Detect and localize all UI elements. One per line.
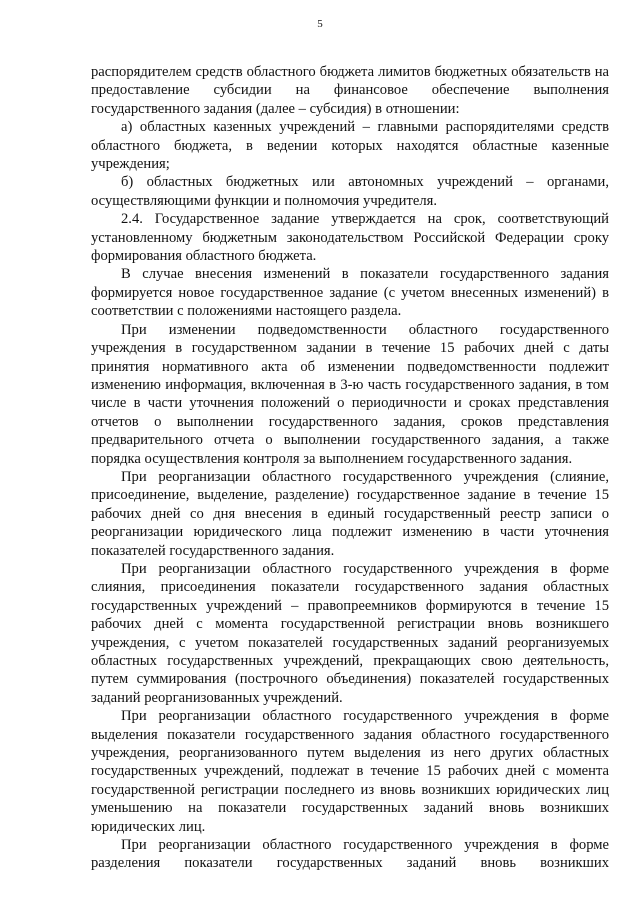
paragraph-2: а) областных казенных учреждений – главными распорядителями средств областного бюджета, в ведении которых находятся областные казенные учреждения; [91,119,609,173]
document-body [91,63,609,873]
page-number: 5 [317,18,323,30]
paragraph-1: распорядителем средств областного бюджета лимитов бюджетных обязательств на предоставление субсидии на финансовое обеспечение выполнения государственного задания (далее – субсидия) в отношении: [91,64,609,117]
paragraph-3: б) областных бюджетных или автономных учреждений – органами, осуществляющими функции и полномочия учредителя. [91,174,609,209]
paragraph-9: При реорганизации областного государственного учреждения в форме выделения показатели государственного задания областного государственного учреждения, реорганизованного путем выделения из него других областных государственных учреждений, подлежат в течение 15 рабочих дней с момента государственной регистрации последнего из вновь возникших юридических лиц уменьшению на показатели государственных заданий вновь возникших юридических лиц. [91,708,609,835]
paragraph-5: В случае внесения изменений в показатели государственного задания формируется новое государственное задание (с учетом внесенных изменений) в соответствии с положениями настоящего раздела. [91,266,609,320]
paragraph-6: При изменении подведомственности областного государственного учреждения в государственном задании в течение 15 рабочих дней с даты принятия нормативного акта об изменении подведомственности подлежит изменению информация, включенная в 3-ю часть государственного задания, в том числе в части уточнения положений о периодичности и сроках представления отчетов о выполнении государственного задания, сроков представления предварительного отчета о выполнении государственного задания, а также порядка осуществления контроля за выполнением государственного задания. [91,321,609,467]
paragraph-10: При реорганизации областного государственного учреждения в форме разделения показатели государственных заданий вновь возникших [91,837,609,872]
paragraph-8: При реорганизации областного государственного учреждения в форме слияния, присоединения показатели государственного задания областных государственных учреждений – правопреемников формируются в течение 15 рабочих дней с момента государственной регистрации вновь возникшего учреждения, с учетом показателей государственных заданий реорганизуемых областных государственных учреждений, прекращающих свою деятельность, путем суммирования (построчного объединения) показателей государственных заданий реорганизованных учреждений. [91,560,609,706]
paragraph-4: 2.4. Государственное задание утверждается на срок, соответствующий установленному бюджетным законодательством Российской Федерации сроку формирования областного бюджета. [91,211,609,265]
paragraph-7: При реорганизации областного государственного учреждения (слияние, присоединение, выделение, разделение) государственное задание в течение 15 рабочих дней со дня внесения в единый государственный реестр записи о реорганизации юридического лица подлежит изменению в части уточнения показателей государственного задания. [91,468,609,559]
